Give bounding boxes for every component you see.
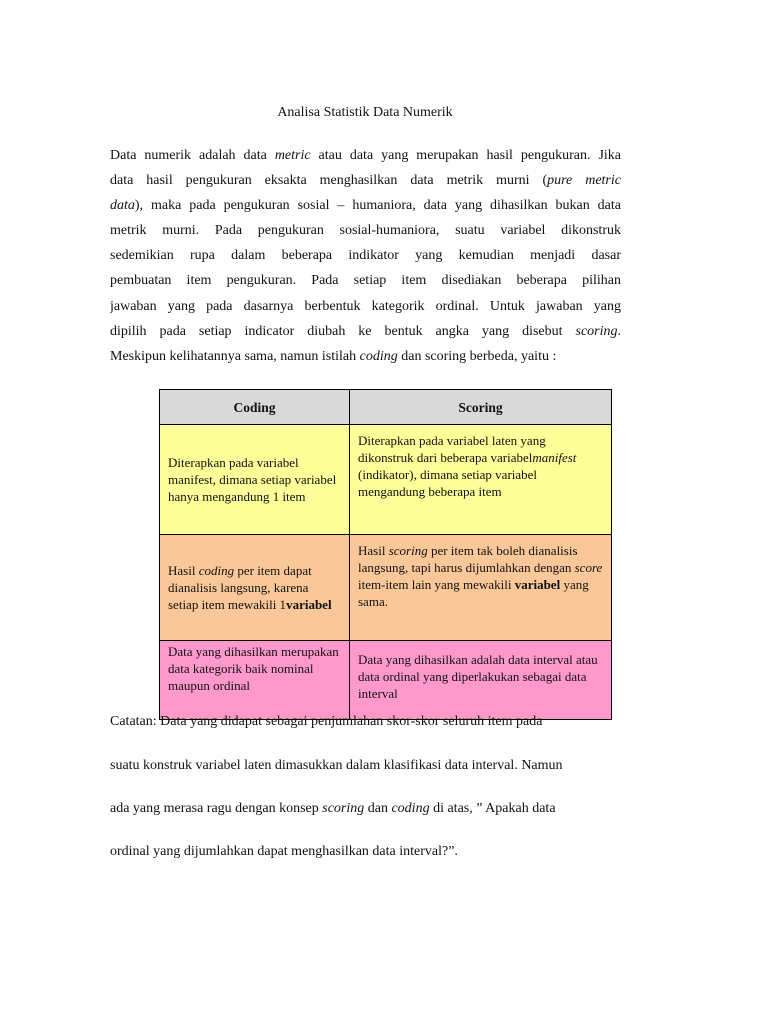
cell-text: Data yang dihasilkan merupakan data kategorik baik nominal maupun ordinal xyxy=(168,644,339,693)
note-line: Catatan: Data yang didapat sebagai penjumlahan skor-skor seluruh item pada xyxy=(110,714,543,729)
cell-text: Hasil coding per item dapat dianalisis langsung, karena setiap item mewakili 1variabel xyxy=(168,563,332,612)
scoring-cell xyxy=(350,535,612,641)
column-header-scoring: Scoring xyxy=(350,390,612,425)
cell-text: Hasil scoring per item tak boleh dianalisis langsung, tapi harus dijumlahkan dengan score item-item lain yang mewakili variabel yang sama. xyxy=(358,543,603,609)
coding-cell xyxy=(160,535,350,641)
coding-cell xyxy=(160,425,350,535)
cell-text: Diterapkan pada variabel laten yang dikonstruk dari beberapa variabelmanifest (indikator), dimana setiap variabel mengandung beberapa item xyxy=(358,433,577,499)
table-row xyxy=(160,425,612,535)
note-line: ada yang merasa ragu dengan konsep scoring dan coding di atas, ” Apakah data xyxy=(110,801,556,816)
document-title: Analisa Statistik Data Numerik xyxy=(277,105,453,120)
paragraph-line: sedemikian rupa dalam beberapa indikator yang kemudian menjadi dasar xyxy=(110,248,621,264)
coding-scoring-table xyxy=(159,389,612,720)
table-row xyxy=(160,641,612,720)
column-header-coding: Coding xyxy=(160,390,350,425)
cell-text: Diterapkan pada variabel manifest, dimana setiap variabel hanya mengandung 1 item xyxy=(168,455,337,504)
paragraph-line: pembuatan item pengukuran. Pada setiap item disediakan beberapa pilihan xyxy=(110,273,621,289)
table-header-row xyxy=(160,390,612,425)
paragraph-line: metrik murni. Pada pengukuran sosial-humaniora, suatu variabel dikonstruk xyxy=(110,223,621,239)
scoring-cell xyxy=(350,425,612,535)
note-line: suatu konstruk variabel laten dimasukkan dalam klasifikasi data interval. Namun xyxy=(110,758,563,773)
paragraph-line: jawaban yang pada dasarnya berbentuk kategorik ordinal. Untuk jawaban yang xyxy=(110,298,621,314)
paragraph-line: dipilih pada setiap indicator diubah ke bentuk angka yang disebut scoring. xyxy=(110,323,621,339)
paragraph-line: Data numerik adalah data metric atau data yang merupakan hasil pengukuran. Jika xyxy=(110,148,621,163)
scoring-cell xyxy=(350,641,612,720)
intro-paragraph xyxy=(110,143,621,369)
note-line: ordinal yang dijumlahkan dapat menghasilkan data interval?”. xyxy=(110,844,458,859)
cell-text: Data yang dihasilkan adalah data interval atau data ordinal yang diperlakukan sebagai data interval xyxy=(358,652,598,701)
paragraph-line: data hasil pengukuran eksakta menghasilkan data metrik murni (pure metric xyxy=(110,173,621,189)
paragraph-line: Meskipun kelihatannya sama, namun istilah coding dan scoring berbeda, yaitu : xyxy=(110,348,557,364)
table-row xyxy=(160,535,612,641)
coding-cell xyxy=(160,641,350,720)
paragraph-line: data), maka pada pengukuran sosial – humaniora, data yang dihasilkan bukan data xyxy=(110,198,621,214)
